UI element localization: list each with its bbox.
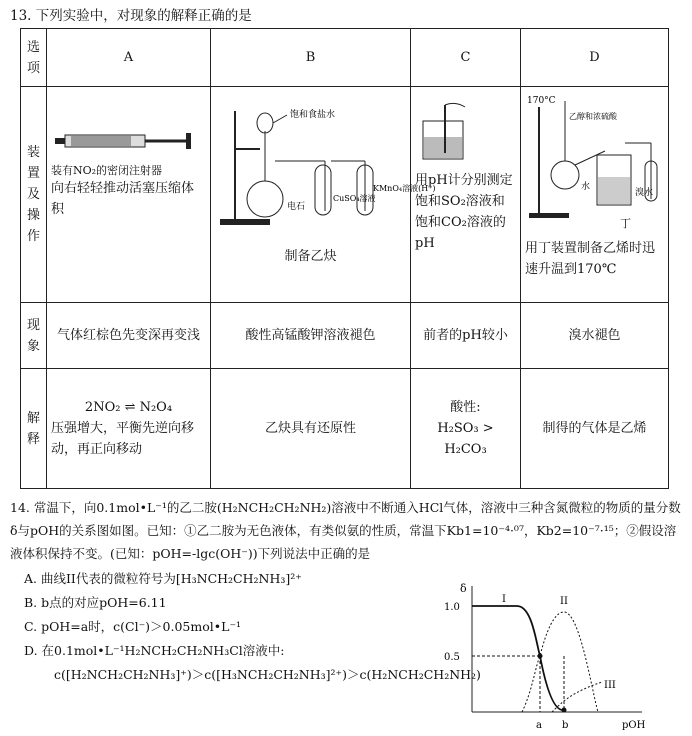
header-label: 选项 [21, 29, 47, 87]
label-water: 水 [581, 182, 591, 192]
question-13-stem: 13. 下列实验中，对现象的解释正确的是 [10, 8, 252, 24]
setup-C [411, 87, 521, 303]
question-14-stem: 14. 常温下，向0.1mol•L⁻¹的乙二胺(H₂NCH₂CH₂NH₂)溶液中不断通入HCl气体，溶液中三种含氮微粒的物质的量分数δ与pOH的关系图如图。已知：①乙二胺为无色液体，有类似氨的性质，常温下Kb1=10⁻⁴·⁰⁷，Kb2=10⁻⁷·¹⁵；②假设溶液体积保持不变。(已知：pOH=-lgc(OH⁻))下列说法中正确的是 [10, 500, 681, 561]
option-D: D. 在0.1mol•L⁻¹H₂NCH₂CH₂NH₃Cl溶液中: [24, 643, 285, 658]
explanation-C-equation: H₂SO₃ > H₂CO₃ [437, 421, 494, 457]
header-A: A [47, 29, 211, 87]
setup-A-text: 向右轻轻推动活塞压缩体积 [51, 181, 195, 217]
phenomenon-B: 酸性高锰酸钾溶液褪色 [211, 303, 411, 369]
point-b [562, 708, 567, 713]
phenomenon-D: 溴水褪色 [521, 303, 669, 369]
setup-D [521, 87, 669, 303]
ytick-05: 0.5 [444, 652, 460, 663]
syringe-diagram [51, 127, 201, 157]
syringe-label: 装有NO₂的密闭注射器 [51, 164, 163, 177]
xtick-b: b [562, 720, 569, 731]
ph-meter-diagram [415, 101, 475, 163]
series-label-II: II [560, 596, 568, 607]
series-label-III: III [604, 680, 616, 691]
label-carbide: 电石 [287, 202, 306, 212]
setup-D-text: 用丁装置制备乙烯时迅速升温到170℃ [525, 241, 656, 277]
ytick-1: 1.0 [444, 602, 460, 613]
label-reagent: 乙醇和浓硫酸 [569, 112, 617, 121]
row-label-setup: 装置及操作 [21, 87, 47, 303]
series-label-I: I [502, 594, 506, 605]
point-a [538, 654, 543, 659]
phenomenon-C: 前者的pH较小 [411, 303, 521, 369]
y-axis-label: δ [460, 582, 467, 595]
question-14-options [24, 567, 481, 687]
explanation-C [411, 369, 521, 489]
xtick-a: a [536, 720, 542, 731]
label-kmno4: KMnO₄溶液(H⁺) [373, 184, 436, 193]
ethylene-apparatus [525, 91, 665, 231]
curve-I [472, 606, 564, 710]
label-170c: 170°C [527, 96, 556, 106]
explanation-C-head: 酸性: [450, 400, 481, 415]
label-ding: 丁 [620, 217, 631, 230]
option-B: B. b点的对应pOH=6.11 [24, 595, 167, 610]
explanation-A-equation: 2NO₂ ⇌ N₂O₄ [84, 400, 173, 415]
header-C: C [411, 29, 521, 87]
setup-A [47, 87, 211, 303]
acetylene-apparatus [215, 101, 436, 239]
label-brine: 饱和食盐水 [290, 110, 336, 120]
header-B: B [211, 29, 411, 87]
option-C: C. pOH=a时，c(Cl⁻)＞0.05mol•L⁻¹ [24, 619, 242, 634]
row-label-explanation: 解释 [21, 369, 47, 489]
explanation-A [47, 369, 211, 489]
explanation-B: 乙炔具有还原性 [211, 369, 411, 489]
label-cuso4: CuSO₄溶液 [333, 194, 376, 203]
label-bromine: 溴水 [635, 188, 654, 198]
setup-B-caption: 制备乙炔 [284, 249, 337, 264]
x-axis-label: pOH [622, 720, 646, 731]
setup-B [211, 87, 436, 303]
header-D: D [521, 29, 669, 87]
row-label-phenomenon: 现象 [21, 303, 47, 369]
phenomenon-A: 气体红棕色先变深再变浅 [47, 303, 211, 369]
explanation-D: 制得的气体是乙烯 [521, 369, 669, 489]
option-D-inequality: c([H₂NCH₂CH₂NH₃]⁺)＞c([H₃NCH₂CH₂NH₃]²⁺)＞c(H₂NCH₂CH₂NH₂) [54, 667, 481, 682]
option-A: A. 曲线II代表的微粒符号为[H₃NCH₂CH₂NH₃]²⁺ [24, 571, 302, 586]
setup-C-text: 用pH计分别测定饱和SO₂溶液和饱和CO₂溶液的pH [415, 173, 513, 251]
explanation-A-text: 压强增大，平衡先逆向移动，再正向移动 [51, 421, 195, 457]
delta-pOH-chart [432, 582, 652, 732]
experiment-table [20, 28, 669, 489]
curve-III [552, 682, 602, 712]
